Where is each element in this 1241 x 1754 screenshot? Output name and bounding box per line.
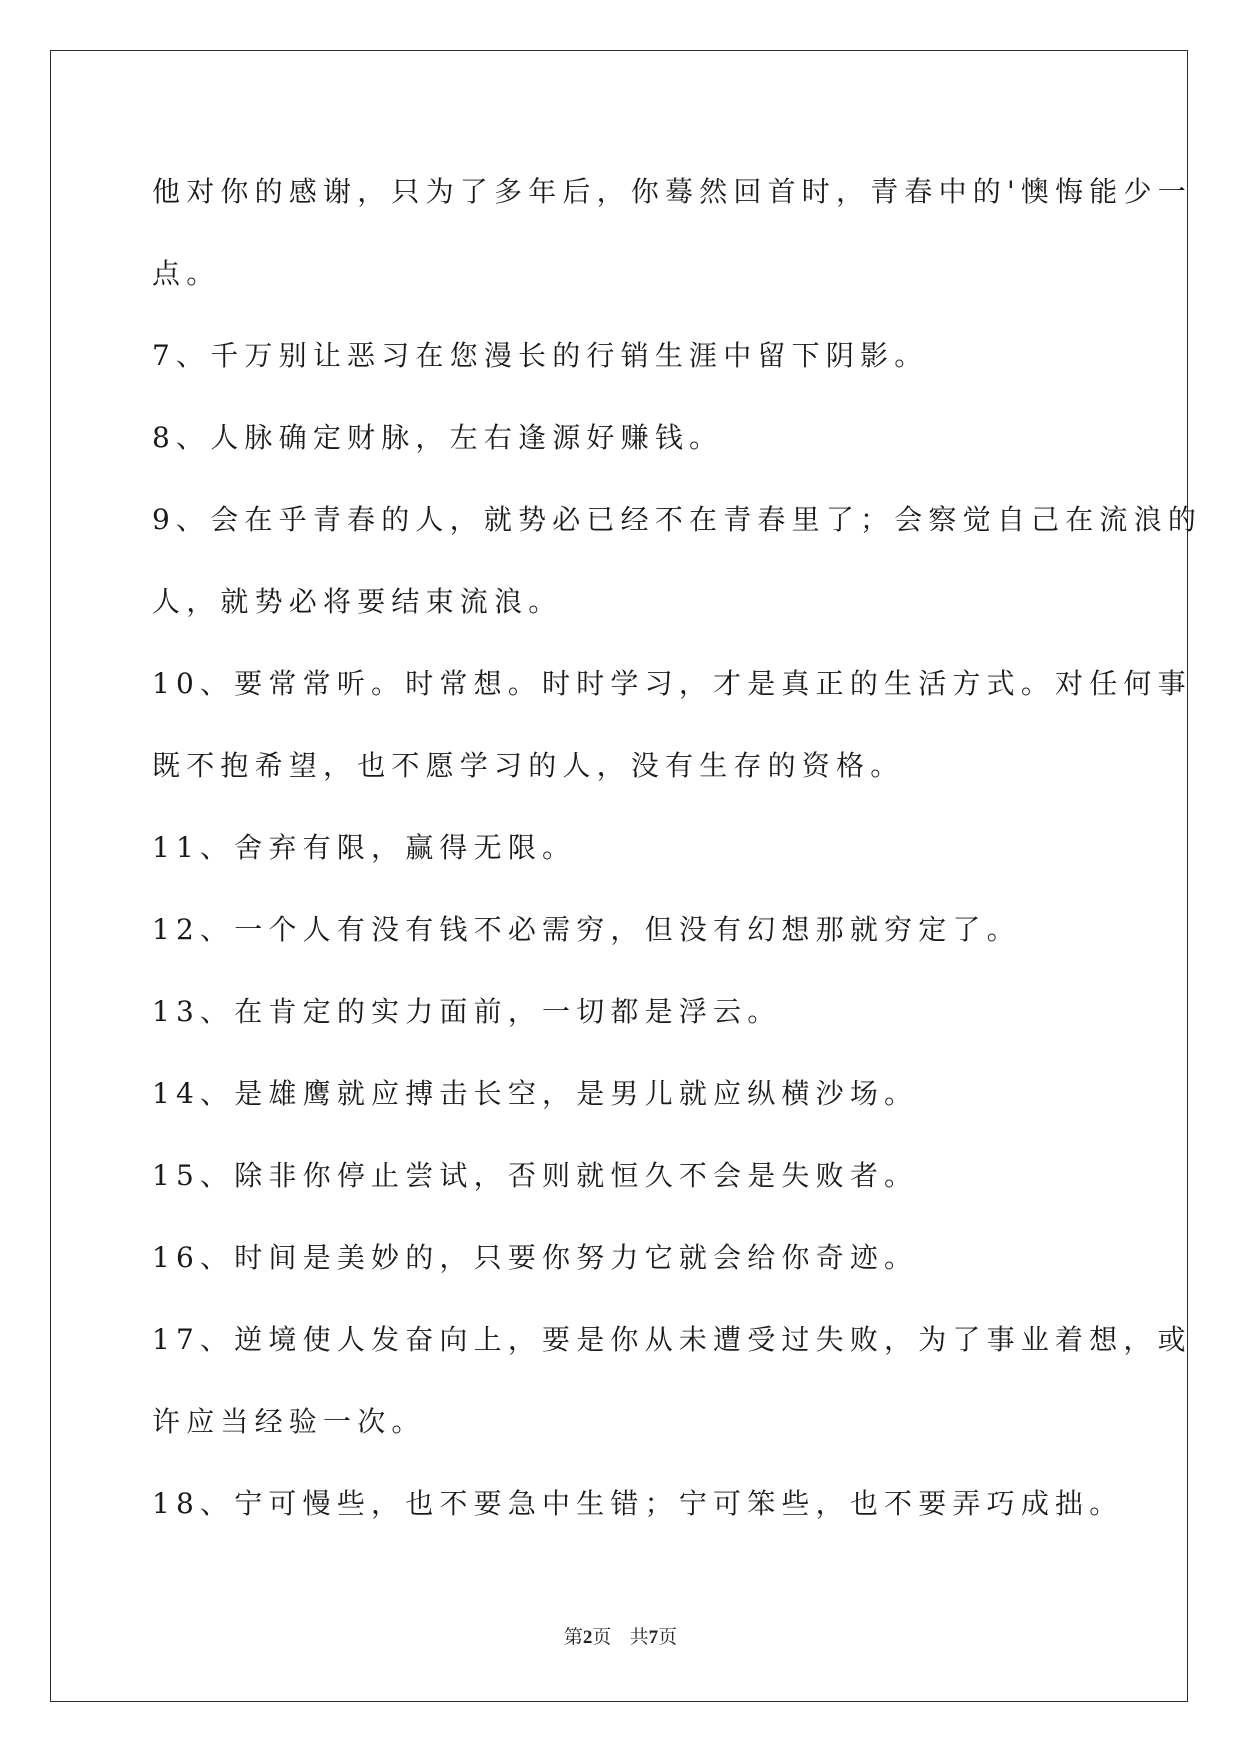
text-line: 17、逆境使人发奋向上，要是你从未遭受过失败，为了事业着想，或	[152, 1323, 1192, 1356]
total-pages: 7	[648, 1627, 659, 1648]
text-line: 8、人脉确定财脉，左右逢源好赚钱。	[152, 421, 724, 454]
page-prefix: 第	[563, 1626, 583, 1648]
total-suffix: 页	[658, 1626, 678, 1648]
text-line: 15、除非你停止尝试，否则就恒久不会是失败者。	[152, 1159, 919, 1192]
text-line: 14、是雄鹰就应搏击长空，是男儿就应纵横沙场。	[152, 1077, 919, 1110]
text-line: 10、要常常听。时常想。时时学习，才是真正的生活方式。对任何事	[152, 667, 1192, 700]
text-line: 9、会在乎青春的人，就势必已经不在青春里了；会察觉自己在流浪的	[152, 503, 1203, 536]
text-line: 点。	[152, 257, 221, 290]
text-line: 11、舍弃有限，赢得无限。	[152, 831, 577, 864]
text-line: 他对你的感谢，只为了多年后，你蓦然回首时，青春中的'懊悔能少一	[152, 175, 1192, 208]
text-line: 12、一个人有没有钱不必需穷，但没有幻想那就穷定了。	[152, 913, 1021, 946]
text-line: 许应当经验一次。	[152, 1405, 426, 1438]
text-line: 16、时间是美妙的，只要你努力它就会给你奇迹。	[152, 1241, 919, 1274]
text-line: 既不抱希望，也不愿学习的人，没有生存的资格。	[152, 749, 905, 782]
document-body	[152, 155, 1203, 1549]
page-number: 2	[582, 1627, 593, 1648]
page-footer	[0, 1622, 1241, 1649]
text-line: 7、千万别让恶习在您漫长的行销生涯中留下阴影。	[152, 339, 929, 372]
text-line: 18、宁可慢些，也不要急中生错；宁可笨些，也不要弄巧成拙。	[152, 1487, 1124, 1520]
total-prefix: 共	[629, 1626, 649, 1648]
text-line: 13、在肯定的实力面前，一切都是浮云。	[152, 995, 782, 1028]
text-line: 人，就势必将要结束流浪。	[152, 585, 563, 618]
page-suffix: 页	[592, 1626, 612, 1648]
